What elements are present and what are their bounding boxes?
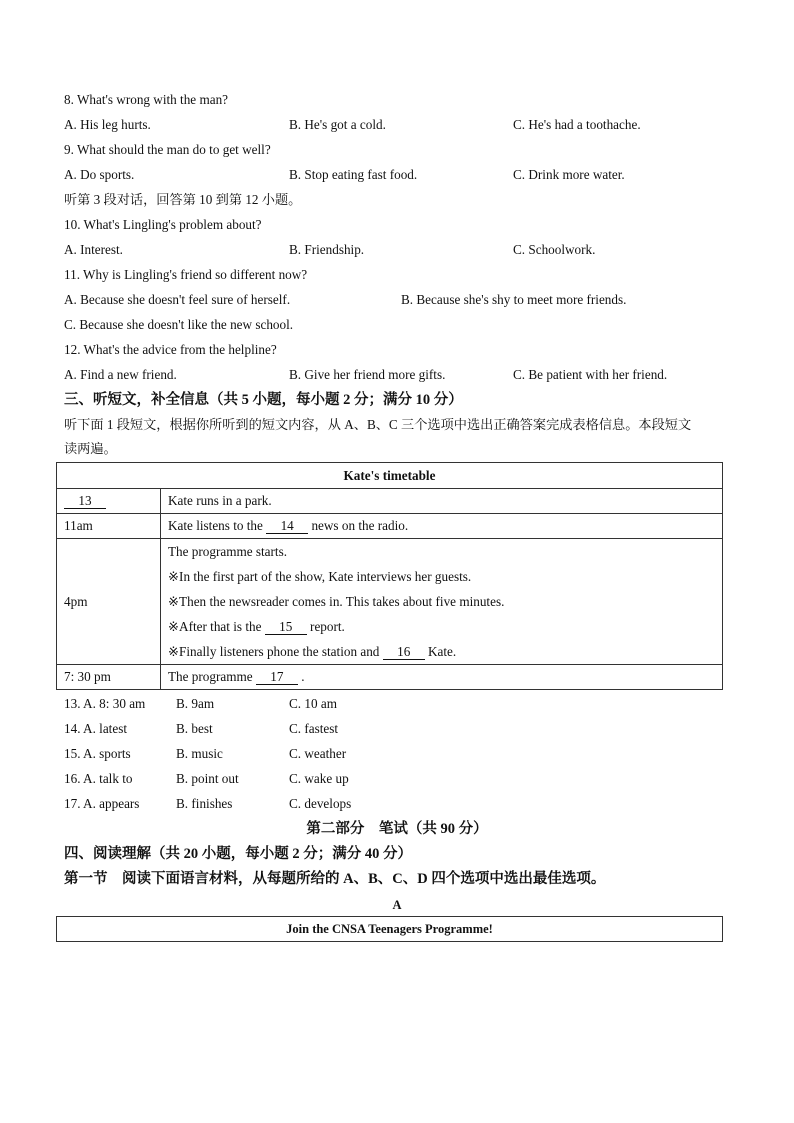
row3-line1: The programme starts. <box>168 544 288 559</box>
question-14-option-b: B. best <box>176 721 213 736</box>
question-12-option-c: C. Be patient with her friend. <box>513 367 668 382</box>
question-11-option-c: C. Because she doesn't like the new school. <box>64 317 294 332</box>
question-11-stem: 11. Why is Lingling's friend so different now? <box>64 267 308 282</box>
section-3-instruction-line1: 听下面 1 段短文，根据你所听到的短文内容，从 A、B、C 三个选项中选出正确答案完成表格信息。本段短文 <box>64 417 692 432</box>
question-10-stem: 10. What's Lingling's problem about? <box>64 217 262 232</box>
section-3-heading: 三、听短文，补全信息（共 5 小题，每小题 2 分；满分 10 分） <box>64 392 463 408</box>
timetable-row4-time: 7: 30 pm <box>57 665 161 690</box>
row4-text-before: The programme <box>168 669 253 684</box>
question-17-option-c: C. develops <box>289 796 352 811</box>
timetable-row2-time: 11am <box>57 514 161 539</box>
section-4-heading: 四、阅读理解（共 20 小题，每小题 2 分；满分 40 分） <box>64 846 412 862</box>
question-12-option-a: A. Find a new friend. <box>64 367 177 382</box>
question-8-option-c: C. He's had a toothache. <box>513 117 641 132</box>
question-15-option-b: B. music <box>176 746 223 761</box>
question-17-option-b: B. finishes <box>176 796 233 811</box>
row2-text-after: news on the radio. <box>311 518 409 533</box>
row3-line3: ※Then the newsreader comes in. This takes about five minutes. <box>168 594 505 609</box>
question-17-option-a: 17. A. appears <box>64 796 140 811</box>
blank-17[interactable]: 17 <box>256 669 298 685</box>
question-13-option-a: 13. A. 8: 30 am <box>64 696 146 711</box>
question-13-option-b: B. 9am <box>176 696 215 711</box>
question-14-option-a: 14. A. latest <box>64 721 128 736</box>
question-16-option-b: B. point out <box>176 771 239 786</box>
timetable-row1-activity: Kate runs in a park. <box>161 489 723 514</box>
question-9-option-c: C. Drink more water. <box>513 167 625 182</box>
row3-line5-after: Kate. <box>428 644 457 659</box>
question-15-option-c: C. weather <box>289 746 347 761</box>
question-11-option-b: B. Because she's shy to meet more friends. <box>401 292 627 307</box>
blank-14[interactable]: 14 <box>266 518 308 534</box>
passage-label: A <box>392 898 402 912</box>
passage-a-title-box: Join the CNSA Teenagers Programme! <box>56 916 723 942</box>
question-8-stem: 8. What's wrong with the man? <box>64 92 229 107</box>
row3-line5-before: ※Finally listeners phone the station and <box>168 644 380 659</box>
question-16-option-a: 16. A. talk to <box>64 771 133 786</box>
question-11-option-a: A. Because she doesn't feel sure of herself. <box>64 292 291 307</box>
question-13-option-c: C. 10 am <box>289 696 337 711</box>
question-9-stem: 9. What should the man do to get well? <box>64 142 271 157</box>
timetable-row2-activity <box>161 514 723 539</box>
blank-13[interactable]: 13 <box>64 493 106 509</box>
row4-text-after: . <box>301 669 305 684</box>
question-14-option-c: C. fastest <box>289 721 339 736</box>
dialogue-3-instruction: 听第 3 段对话，回答第 10 到第 12 小题。 <box>64 192 302 207</box>
row3-line4-before: ※After that is the <box>168 619 262 634</box>
question-15-option-a: 15. A. sports <box>64 746 131 761</box>
timetable-title: Kate's timetable <box>57 463 723 489</box>
timetable-row3-activity <box>161 539 723 665</box>
row3-line2: ※In the first part of the show, Kate interviews her guests. <box>168 569 472 584</box>
question-10-option-a: A. Interest. <box>64 242 123 257</box>
question-12-stem: 12. What's the advice from the helpline? <box>64 342 277 357</box>
kate-timetable-table <box>56 462 723 690</box>
section-3-instruction-line2: 读两遍。 <box>64 441 117 456</box>
question-12-option-b: B. Give her friend more gifts. <box>289 367 446 382</box>
question-8-option-a: A. His leg hurts. <box>64 117 151 132</box>
question-9-option-b: B. Stop eating fast food. <box>289 167 418 182</box>
part-2-heading: 第二部分 笔试（共 90 分） <box>306 821 488 837</box>
timetable-row3-time: 4pm <box>57 539 161 665</box>
row3-line4 <box>168 614 715 639</box>
question-16-option-c: C. wake up <box>289 771 349 786</box>
timetable-row1-time <box>57 489 161 514</box>
blank-15[interactable]: 15 <box>265 619 307 635</box>
row3-line5 <box>168 639 715 664</box>
question-9-option-a: A. Do sports. <box>64 167 135 182</box>
question-10-option-c: C. Schoolwork. <box>513 242 596 257</box>
blank-16[interactable]: 16 <box>383 644 425 660</box>
row2-text-before: Kate listens to the <box>168 518 263 533</box>
question-8-option-b: B. He's got a cold. <box>289 117 386 132</box>
subsection-1-heading: 第一节 阅读下面语言材料，从每题所给的 A、B、C、D 四个选项中选出最佳选项。 <box>64 871 606 887</box>
timetable-row4-activity <box>161 665 723 690</box>
question-10-option-b: B. Friendship. <box>289 242 365 257</box>
row3-line4-after: report. <box>310 619 345 634</box>
